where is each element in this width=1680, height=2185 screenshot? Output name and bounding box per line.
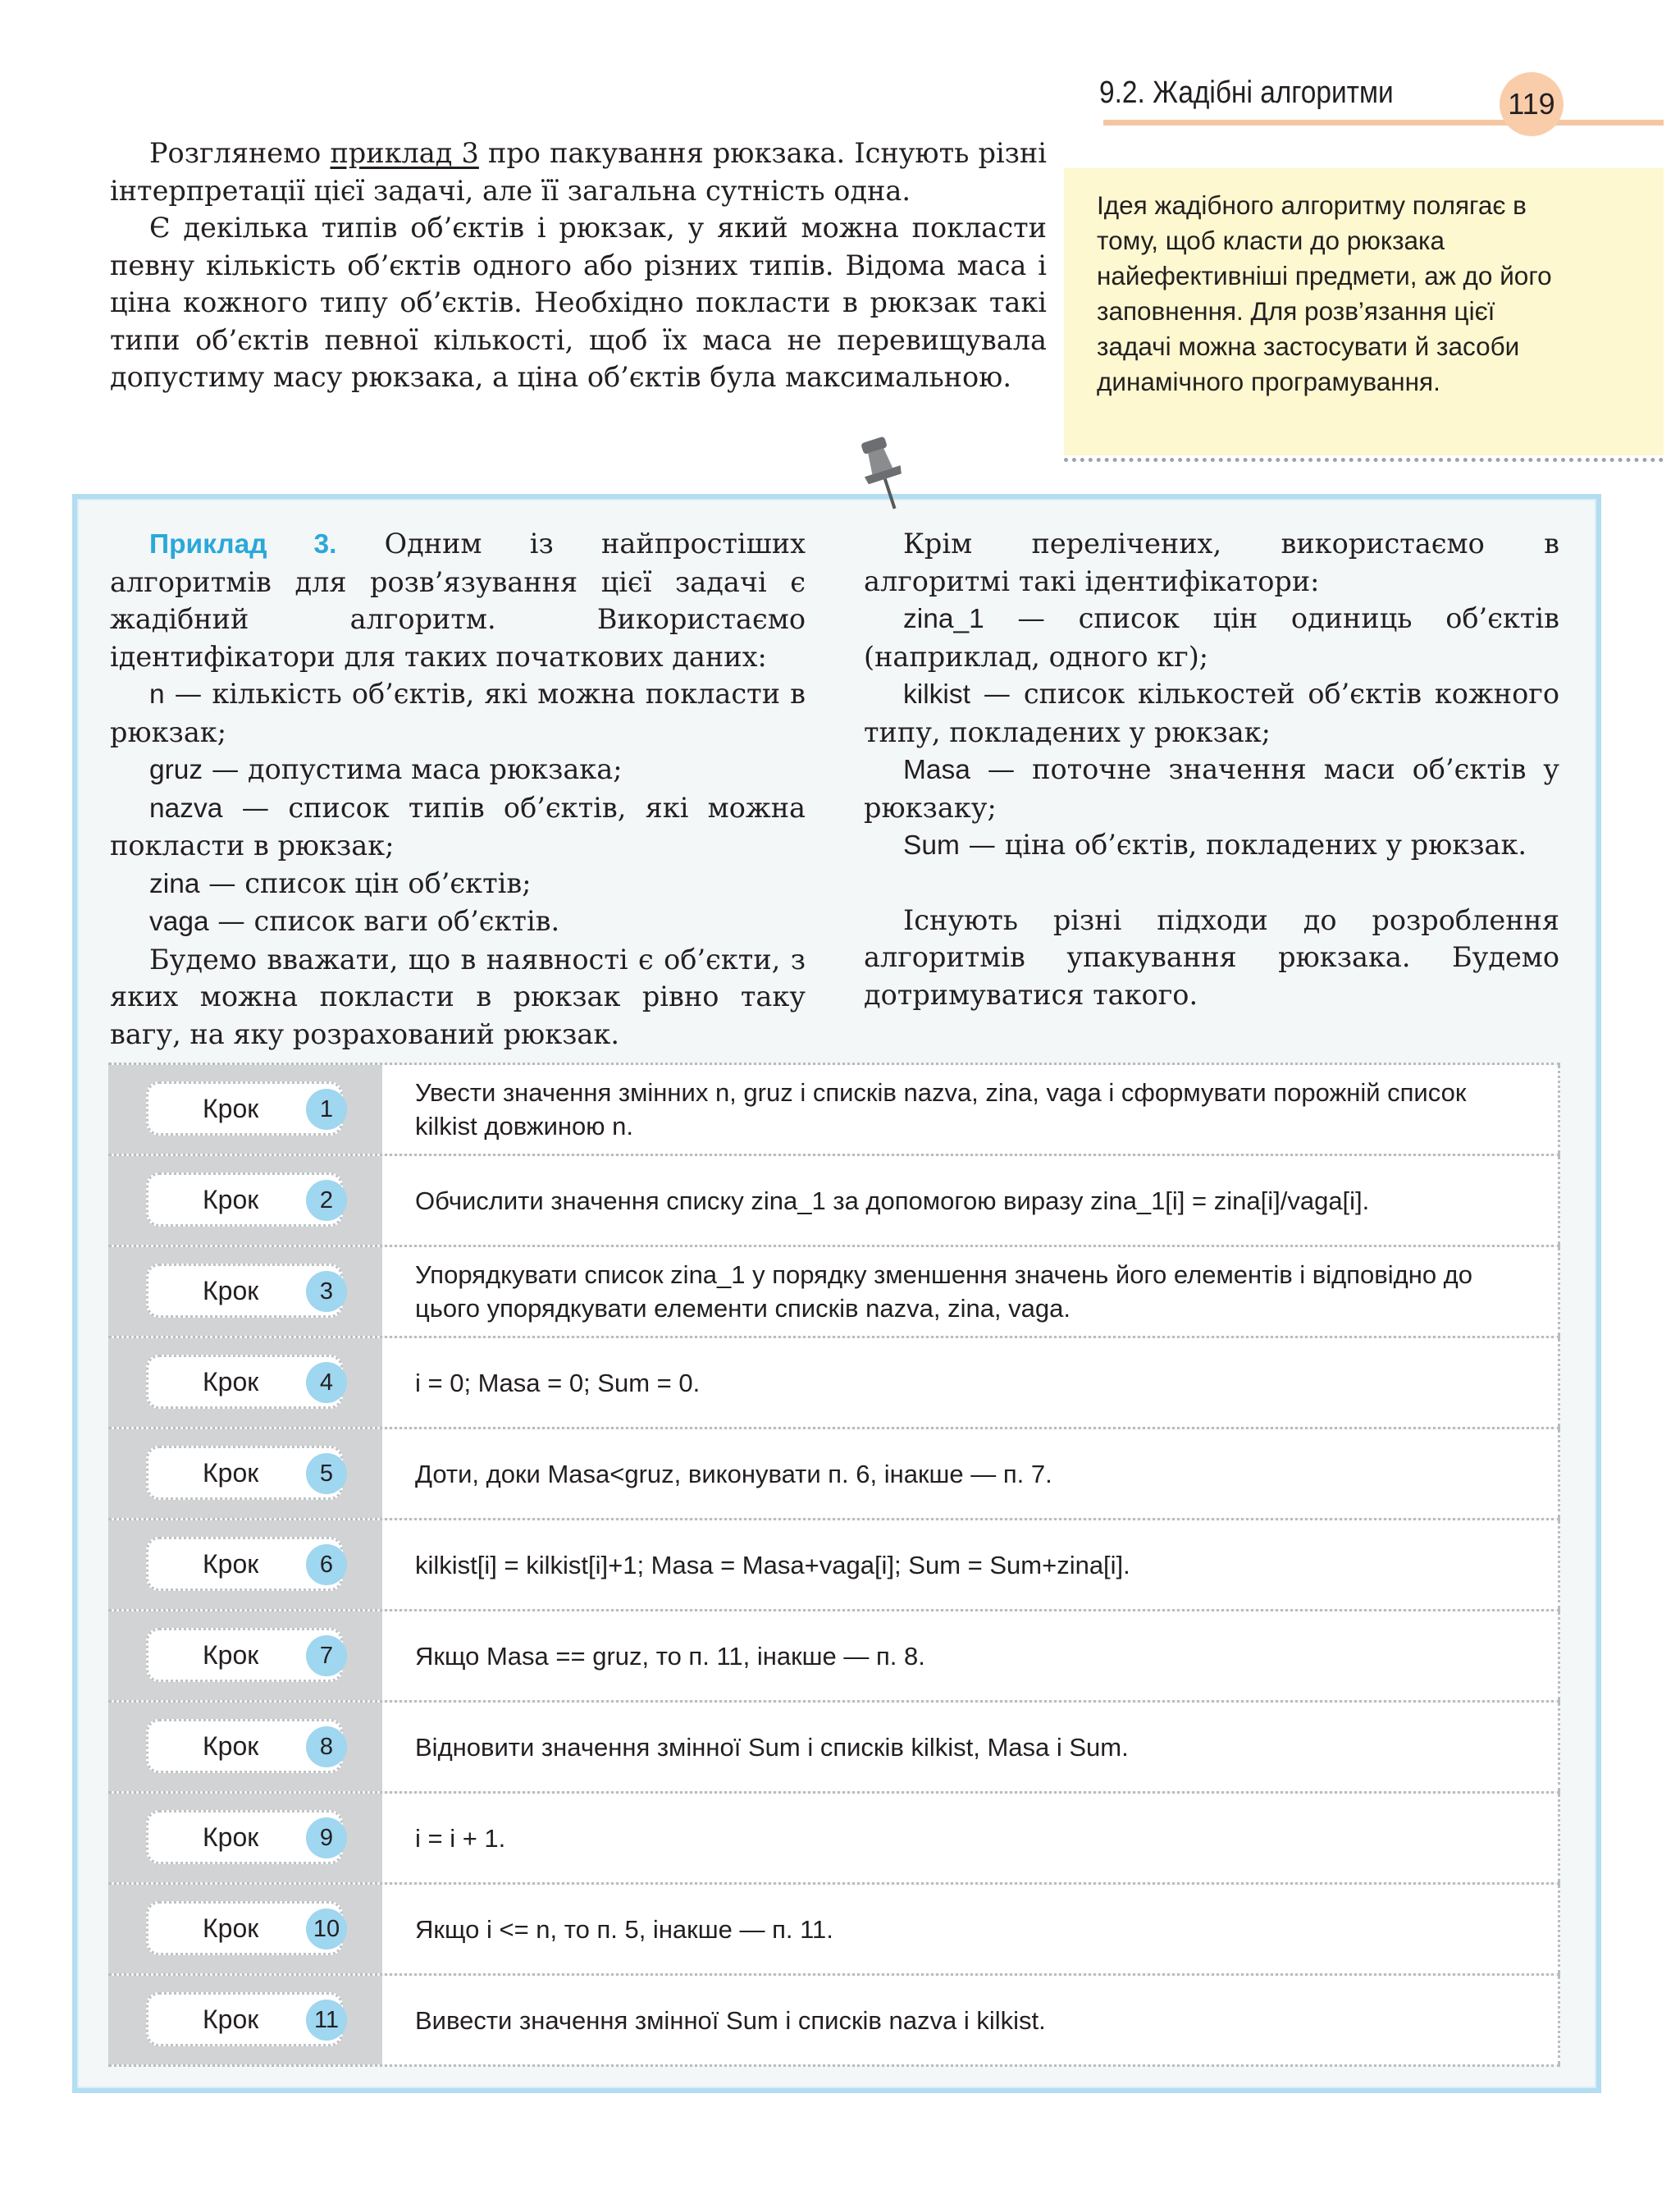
var-name: zina_1 [903, 604, 984, 634]
page-number: 119 [1500, 72, 1564, 136]
step-word: Крок [203, 1640, 259, 1670]
var-desc: — ціна об’єктів, покладених у рюкзак. [959, 829, 1527, 861]
var-name: Sum [903, 830, 960, 861]
example-left-column [110, 525, 806, 1053]
var-nazva [110, 789, 806, 865]
step-number-badge: 2 [306, 1180, 347, 1221]
step-label-cell [108, 1976, 382, 2064]
var-name: Masa [903, 755, 970, 785]
step-word: Крок [203, 1731, 259, 1761]
right-intro: Крім перелічених, використаємо в алгоритмі такі ідентифікатори: [864, 528, 1559, 597]
example-intro-text: Одним із найпростіших алгоритмів для розв’язування цієї задачі є жадібний алгоритм. Використаємо ідентифікатори для таких початкових даних: [110, 528, 806, 673]
var-desc: — список цін об’єктів; [199, 866, 532, 899]
step-row [108, 1611, 1560, 1703]
step-number-badge: 11 [306, 2000, 347, 2041]
example-right-column [864, 525, 1559, 1013]
step-label-cell [108, 1703, 382, 1791]
var-vaga [110, 903, 806, 941]
example-3-link[interactable]: приклад 3 [330, 137, 479, 169]
step-number-badge: 10 [306, 1908, 347, 1950]
step-row [108, 1794, 1560, 1885]
step-word: Крок [203, 1458, 259, 1488]
step-label-cell [108, 1611, 382, 1700]
step-number-badge: 9 [306, 1817, 347, 1858]
step-row [108, 1703, 1560, 1794]
var-n [110, 675, 806, 751]
step-number-badge: 6 [306, 1544, 347, 1585]
step-label-cell [108, 1429, 382, 1518]
var-name: gruz [149, 755, 203, 785]
step-number-badge: 3 [306, 1271, 347, 1312]
step-description: i = 0; Masa = 0; Sum = 0. [382, 1338, 1560, 1427]
step-row [108, 1247, 1560, 1338]
var-desc: — список типів об’єктів, які можна покласти в рюкзак; [110, 791, 806, 862]
var-name: n [149, 679, 165, 710]
example-label: Приклад 3. [149, 529, 337, 560]
algorithm-steps-table [108, 1063, 1560, 2067]
step-description: i = i + 1. [382, 1794, 1560, 1882]
step-label-cell [108, 1520, 382, 1609]
step-description: Увести значення змінних n, gruz і списків nazva, zina, vaga і сформувати порожній список kilkist довжиною n. [382, 1065, 1560, 1154]
step-word: Крок [203, 1822, 259, 1852]
step-row [108, 1156, 1560, 1247]
step-number-badge: 5 [306, 1453, 347, 1494]
step-word: Крок [203, 1276, 259, 1305]
step-number-badge: 8 [306, 1726, 347, 1767]
side-note-text: Ідея жадібного алгоритму полягає в тому, щоб класти до рюкзака найефективніші предмети, аж до його заповнення. Для розв’язання цієї задачі можна застосувати й засоби динамічного програмування. [1097, 190, 1552, 396]
var-name: nazva [149, 793, 223, 824]
step-number-badge: 1 [306, 1089, 347, 1130]
step-label-cell [108, 1338, 382, 1427]
intro-p1-start: Розглянемо [149, 137, 331, 169]
approaches-text: Існують різні підходи до розроблення алгоритмів упакування рюкзака. Будемо дотримуватися такого. [864, 903, 1559, 1011]
step-description: kilkist[i] = kilkist[i]+1; Masa = Masa+vaga[i]; Sum = Sum+zina[i]. [382, 1520, 1560, 1609]
var-name: zina [149, 868, 200, 899]
step-row [108, 1063, 1560, 1156]
side-note [1064, 168, 1664, 455]
var-zina [110, 865, 806, 903]
step-row [108, 1338, 1560, 1429]
step-label-cell [108, 1794, 382, 1882]
var-masa [864, 751, 1559, 826]
var-desc: — список кількостей об’єктів кожного типу, покладених у рюкзак; [864, 678, 1559, 748]
step-description: Доти, доки Masa<gruz, виконувати п. 6, інакше — п. 7. [382, 1429, 1560, 1518]
var-desc: — список цін одиниць об’єктів (наприклад, одного кг); [864, 602, 1559, 673]
assumption-text: Будемо вважати, що в наявності є об’єкти, з яких можна покласти в рюкзак рівно таку вагу, на яку розрахований рюкзак. [110, 943, 806, 1050]
var-name: vaga [149, 907, 209, 937]
step-word: Крок [203, 1094, 259, 1123]
step-word: Крок [203, 1549, 259, 1579]
step-row [108, 1885, 1560, 1976]
var-desc: — поточне значення маси об’єктів у рюкзаку; [864, 753, 1559, 824]
header-divider [1103, 120, 1664, 126]
step-number-badge: 7 [306, 1635, 347, 1676]
pushpin-icon [847, 433, 920, 515]
step-row [108, 1429, 1560, 1520]
step-word: Крок [203, 1367, 259, 1396]
var-zina-1 [864, 600, 1559, 675]
var-desc: — кількість об’єктів, які можна покласти в рюкзак; [110, 678, 806, 748]
step-description: Якщо Masa == gruz, то п. 11, інакше — п. 8. [382, 1611, 1560, 1700]
step-label-cell [108, 1247, 382, 1336]
var-name: kilkist [903, 679, 970, 710]
step-description: Якщо i <= n, то п. 5, інакше — п. 11. [382, 1885, 1560, 1973]
step-word: Крок [203, 1913, 259, 1943]
step-row [108, 1520, 1560, 1611]
step-number-badge: 4 [306, 1362, 347, 1403]
var-desc: — список ваги об’єктів. [208, 905, 560, 937]
step-description: Обчислити значення списку zina_1 за допомогою виразу zina_1[i] = zina[i]/vaga[i]. [382, 1156, 1560, 1245]
intro-text [110, 135, 1047, 396]
side-note-dotted-border [1064, 458, 1664, 462]
step-label-cell [108, 1156, 382, 1245]
intro-paragraph-1 [110, 135, 1047, 209]
section-title: 9.2. Жадібні алгоритми [1099, 75, 1394, 110]
step-description: Відновити значення змінної Sum і списків kilkist, Masa і Sum. [382, 1703, 1560, 1791]
step-row [108, 1976, 1560, 2067]
step-label-cell [108, 1885, 382, 1973]
step-label-cell [108, 1065, 382, 1154]
intro-p1-end: про пакування рюкзака. Існують різні інтерпретації цієї задачі, але її загальна сутність одна. [110, 137, 1047, 207]
step-description: Вивести значення змінної Sum і списків nazva і kilkist. [382, 1976, 1560, 2064]
example-intro [110, 525, 806, 675]
var-gruz [110, 751, 806, 789]
step-description: Упорядкувати список zina_1 у порядку зменшення значень його елементів і відповідно до цього упорядкувати елементи списків nazva, zina, vaga. [382, 1247, 1560, 1336]
step-word: Крок [203, 1185, 259, 1214]
var-sum [864, 826, 1559, 865]
step-word: Крок [203, 2004, 259, 2034]
var-desc: — допустима маса рюкзака; [203, 753, 623, 785]
var-kilkist [864, 675, 1559, 751]
intro-paragraph-2: Є декілька типів об’єктів і рюкзак, у який можна покласти певну кількість об’єктів одного або різних типів. Відома маса і ціна кожного типу об’єктів. Необхідно покласти в рюкзак такі типи об’єктів певної кількості, щоб їх маса не перевищувала допустиму масу рюкзака, а ціна об’єктів була максимальною. [110, 212, 1047, 393]
